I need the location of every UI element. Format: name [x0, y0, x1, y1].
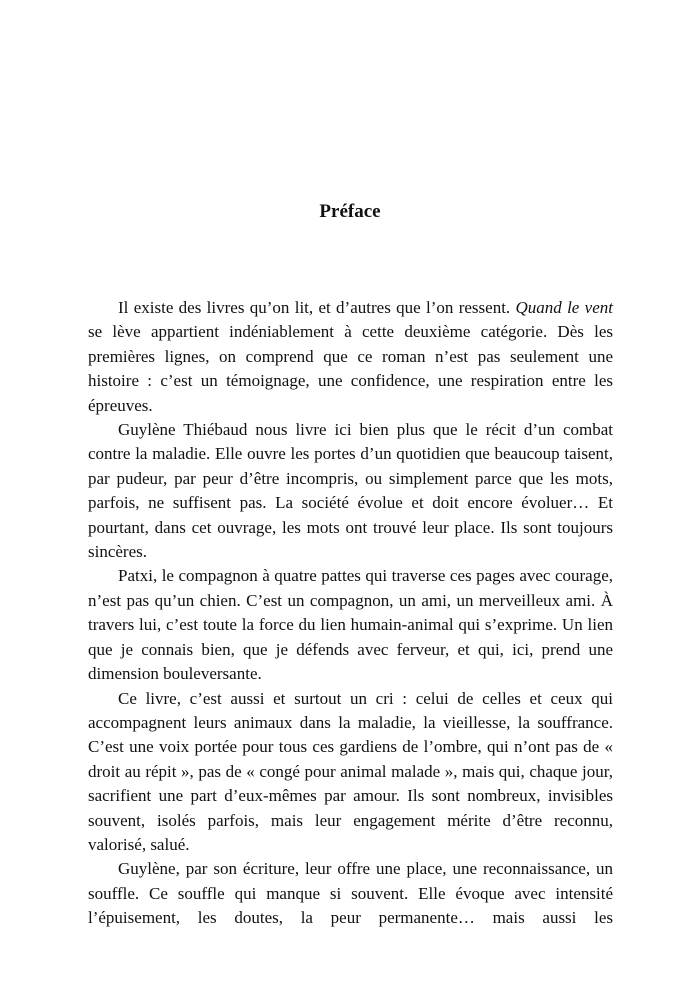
text-run: Guylène, par son écriture, leur offre une place, une reconnaissance, un souffle. Ce souffle qui manque si souvent. Elle évoque avec intensité l’épuisement, les doutes, la peur permanente… mais aussi les — [88, 859, 613, 928]
paragraph-3 — [88, 564, 613, 686]
paragraph-5 — [88, 857, 613, 930]
book-title-italic: Quand le vent — [515, 298, 613, 317]
text-run: Guylène Thiébaud nous livre ici bien plus que le récit d’un combat contre la maladie. Elle ouvre les portes d’un quotidien que beaucoup taisent, par pudeur, par peur d’être incompris, ou simplement parce que les mots, parfois, ne suffisent pas. La société évolue et doit encore évoluer… Et pourtant, dans cet ouvrage, les mots ont trouvé leur place. Ils sont toujours sincères. — [88, 420, 613, 562]
paragraph-4 — [88, 687, 613, 858]
text-run: Ce livre, c’est aussi et surtout un cri : celui de celles et ceux qui accompagnent leurs animaux dans la maladie, la vieillesse, la souffrance. C’est une voix portée pour tous ces gardiens de l’ombre, qui n’ont pas de « droit au répit », pas de « congé pour animal malade », mais qui, chaque jour, sacrifient une part d’eux-mêmes par amour. Ils sont nombreux, invisibles souvent, isolés parfois, mais leur engagement mérite d’être reconnu, valorisé, salué. — [88, 688, 613, 854]
text-run: se lève appartient indéniablement à cette deuxième catégorie. Dès les premières lignes, on comprend que ce roman n’est pas seulement une histoire : c’est un témoignage, une confidence, une respiration entre les épreuves. — [88, 322, 613, 415]
preface-body — [88, 296, 613, 931]
text-run: Il existe des livres qu’on lit, et d’autres que l’on ressent. — [118, 298, 516, 317]
paragraph-2 — [88, 418, 613, 564]
paragraph-1 — [88, 296, 613, 418]
text-run: Patxi, le compagnon à quatre pattes qui traverse ces pages avec courage, n’est pas qu’un chien. C’est un compagnon, un ami, un merveilleux ami. À travers lui, c’est toute la force du lien humain-animal qui s’exprime. Un lien que je connais bien, que je défends avec ferveur, et qui, ici, prend une dimension bouleversante. — [88, 566, 613, 684]
page-title: Préface — [319, 201, 381, 222]
